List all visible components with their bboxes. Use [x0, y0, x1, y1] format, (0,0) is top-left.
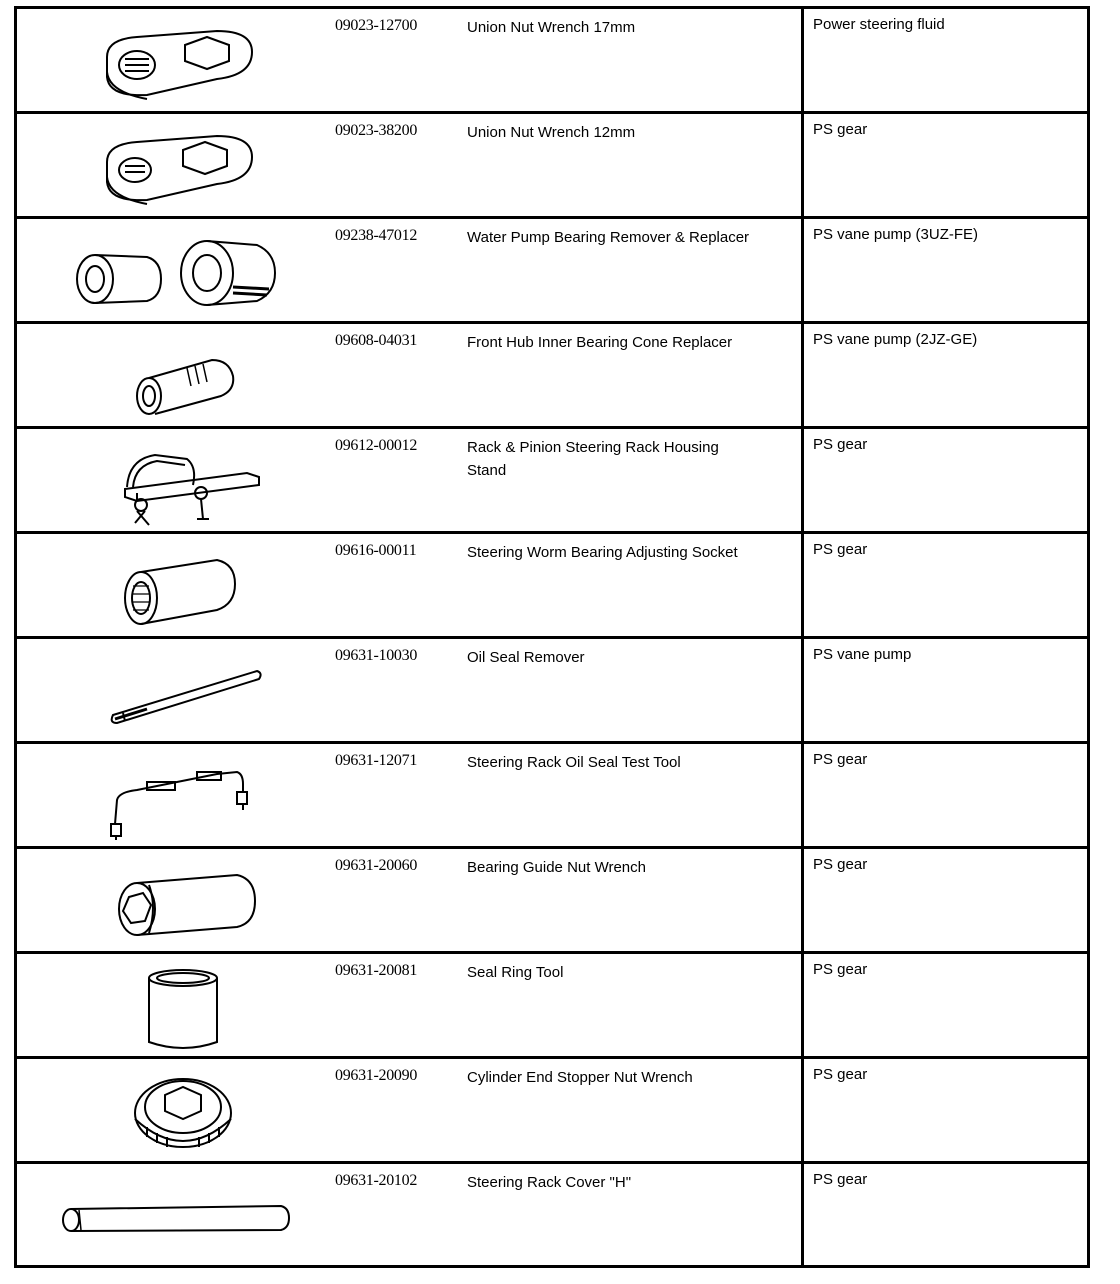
- tool-usage: PS gear: [813, 121, 868, 138]
- tool-name: Steering Worm Bearing Adjusting Socket: [467, 544, 738, 561]
- column-divider: [801, 219, 804, 321]
- tool-name: Front Hub Inner Bearing Cone Replacer: [467, 334, 733, 351]
- column-divider: [801, 429, 804, 531]
- bearing-remover-icon: [37, 227, 317, 317]
- table-row: [17, 954, 1087, 1059]
- socket-icon: [37, 542, 317, 632]
- tool-name: Cylinder End Stopper Nut Wrench: [467, 1069, 693, 1086]
- union-nut-wrench-icon: [37, 17, 317, 107]
- part-number: 09631-20081: [335, 962, 418, 979]
- table-row: [17, 114, 1087, 219]
- tool-name: Union Nut Wrench 17mm: [467, 19, 636, 36]
- table-row: [17, 1059, 1087, 1164]
- tool-usage: PS gear: [813, 541, 868, 558]
- tool-usage: PS vane pump (2JZ-GE): [813, 331, 978, 348]
- part-number: 09631-20060: [335, 857, 418, 874]
- bearing-cone-replacer-icon: [37, 332, 317, 422]
- column-divider: [801, 534, 804, 636]
- housing-stand-icon: [37, 437, 317, 527]
- tool-name: Steering Rack Oil Seal Test Tool: [467, 754, 681, 771]
- tool-usage: PS vane pump (3UZ-FE): [813, 226, 979, 243]
- part-number: 09631-10030: [335, 647, 418, 664]
- tool-usage: PS gear: [813, 856, 868, 873]
- seal-ring-tool-icon: [37, 962, 317, 1052]
- tool-usage: PS gear: [813, 436, 868, 453]
- table-row: [17, 429, 1087, 534]
- special-service-tools-table: [14, 6, 1090, 1268]
- guide-nut-wrench-icon: [37, 857, 317, 947]
- tool-usage: PS gear: [813, 1066, 868, 1083]
- part-number: 09608-04031: [335, 332, 418, 349]
- table-row: [17, 219, 1087, 324]
- tool-usage: PS gear: [813, 751, 868, 768]
- table-row: [17, 9, 1087, 114]
- seal-test-tool-icon: [37, 752, 317, 842]
- column-divider: [801, 744, 804, 846]
- table-row: [17, 1164, 1087, 1265]
- part-number: 09631-20102: [335, 1172, 418, 1189]
- tool-name: Oil Seal Remover: [467, 649, 585, 666]
- column-divider: [801, 324, 804, 426]
- table-row: [17, 639, 1087, 744]
- tool-name: Steering Rack Cover "H": [467, 1174, 632, 1191]
- column-divider: [801, 114, 804, 216]
- tool-usage: Power steering fluid: [813, 16, 945, 33]
- part-number: 09631-20090: [335, 1067, 418, 1084]
- column-divider: [801, 1164, 804, 1265]
- tool-name: Water Pump Bearing Remover & Replacer: [467, 229, 750, 246]
- table-row: [17, 534, 1087, 639]
- tool-usage: PS gear: [813, 1171, 868, 1188]
- column-divider: [801, 849, 804, 951]
- part-number: 09023-12700: [335, 17, 418, 34]
- part-number: 09238-47012: [335, 227, 418, 244]
- part-number: 09023-38200: [335, 122, 418, 139]
- tool-name: Union Nut Wrench 12mm: [467, 124, 636, 141]
- tool-name: Seal Ring Tool: [467, 964, 564, 981]
- table-row: [17, 849, 1087, 954]
- tool-name: Bearing Guide Nut Wrench: [467, 859, 646, 876]
- tool-name: Rack & Pinion Steering Rack Housing Stand: [467, 439, 719, 479]
- column-divider: [801, 9, 804, 111]
- stopper-nut-wrench-icon: [37, 1067, 317, 1157]
- seal-remover-rod-icon: [37, 647, 317, 737]
- rack-cover-icon: [37, 1172, 317, 1262]
- table-row: [17, 744, 1087, 849]
- part-number: 09612-00012: [335, 437, 418, 454]
- column-divider: [801, 1059, 804, 1161]
- column-divider: [801, 954, 804, 1056]
- union-nut-wrench-icon: [37, 122, 317, 212]
- part-number: 09616-00011: [335, 542, 417, 559]
- column-divider: [801, 639, 804, 741]
- tool-usage: PS vane pump: [813, 646, 912, 663]
- part-number: 09631-12071: [335, 752, 418, 769]
- tool-usage: PS gear: [813, 961, 868, 978]
- table-row: [17, 324, 1087, 429]
